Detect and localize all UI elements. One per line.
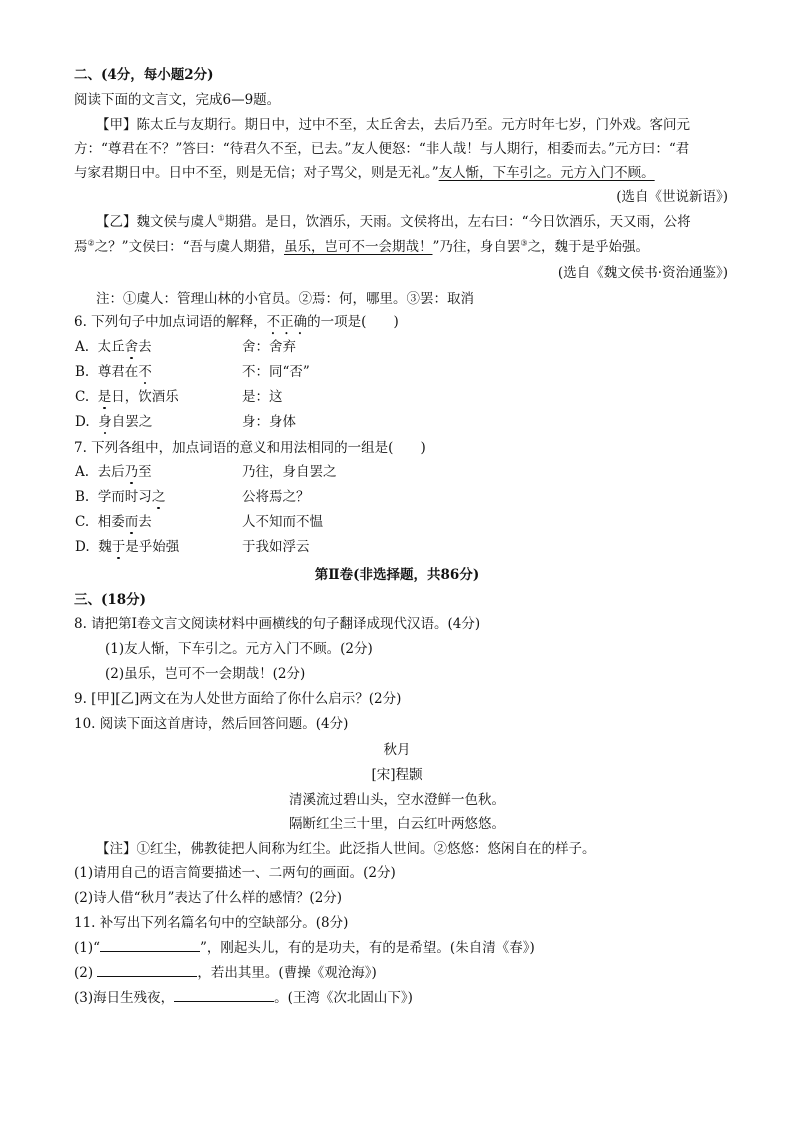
option-text-pre: 去后 — [97, 464, 125, 480]
q7-option-b-compare: 公将焉之？ — [242, 489, 310, 505]
q10-stem: 10. 阅读下面这首唐诗，然后回答问题。(4分) — [74, 716, 349, 732]
q7-option-d-compare: 于我如浮云 — [242, 539, 310, 555]
passage-b-line-2 — [74, 238, 649, 256]
passage-b-text-2d: 之，魏于是乎始强。 — [527, 239, 650, 255]
option-text-post: 去 — [138, 514, 152, 530]
q11-item-3-suffix: 。(王湾《次北固山下》) — [274, 990, 413, 1006]
q7-option-b — [75, 488, 165, 506]
option-text-pre: 相委 — [97, 514, 125, 530]
option-text-post: 至 — [138, 464, 152, 480]
q6-option-a-answer: 舍：舍弃 — [242, 339, 296, 355]
q7-option-a — [75, 463, 152, 481]
q6-option-b-answer: 不：同“否” — [242, 364, 310, 380]
fill-blank-2[interactable] — [97, 964, 197, 977]
passage-b-text-1b: 期猎。是日，饮酒乐，天雨。文侯将出，左右曰：“今日饮酒乐，天又雨，公将 — [224, 214, 691, 230]
option-text-post: 日，饮酒乐 — [111, 389, 179, 405]
fill-blank-1[interactable] — [100, 939, 200, 952]
dotted-word: 舍 — [124, 339, 139, 355]
poem-author: [宋]程颢 — [371, 767, 423, 783]
dotted-word: 于 — [111, 539, 126, 555]
passage-a-label: 【甲】 — [96, 117, 137, 133]
q6-option-c — [75, 388, 179, 406]
option-letter: B. — [75, 489, 90, 505]
q9-stem: 9. [甲][乙]两文在为人处世方面给了你什么启示？(2分) — [74, 691, 402, 707]
fill-blank-3[interactable] — [174, 989, 274, 1002]
option-letter: D. — [75, 539, 90, 555]
poem-title: 秋月 — [383, 742, 411, 758]
q8-sub-1: (1)友人惭，下车引之。元方入门不顾。(2分) — [105, 641, 373, 657]
passage-a-source: (选自《世说新语》) — [616, 189, 728, 205]
option-letter: A. — [75, 464, 90, 480]
passage-a-line-2: 方：“尊君在不？”答曰：“待君久不至，已去。”友人便怒：“非人哉！与人期行，相委而去。”元方曰：“君 — [74, 141, 690, 157]
section-3-heading: 三、(18分) — [74, 592, 147, 608]
passage-a-line-3 — [74, 164, 655, 182]
section-2-heading: 二、(4分，每小题2分) — [74, 67, 214, 83]
note-2-marker: ② — [87, 238, 95, 248]
q6-option-c-answer: 是：这 — [242, 389, 283, 405]
option-text-pre: 魏 — [98, 539, 112, 555]
q7-option-d — [75, 538, 179, 556]
passage-a-underlined-sentence: 友人惭，下车引之。元方入门不顾。 — [438, 165, 655, 181]
q6-option-d-answer: 身：身体 — [242, 414, 296, 430]
option-text-pre: 尊君在 — [97, 364, 139, 380]
q6-emphasis-dotted: 不正确 — [266, 314, 308, 330]
option-text-post: 自罢之 — [111, 414, 153, 430]
q11-item-1-suffix: ”，刚起头儿，有的是功夫，有的是希望。(朱自清《春》) — [200, 940, 535, 956]
q11-item-2-prefix: (2) — [74, 965, 94, 981]
option-text-post: 去 — [138, 339, 152, 355]
option-letter: C. — [75, 389, 90, 405]
q8-sub-2: (2)虽乐，岂可不一会期哉！(2分) — [105, 666, 306, 682]
option-text-pre: 学而时习 — [97, 489, 152, 505]
option-letter: B. — [75, 364, 90, 380]
q11-item-3-prefix: (3)海日生残夜， — [74, 990, 175, 1006]
passage-a-line-1 — [96, 116, 690, 134]
passage-b-text-2b: 之？”文侯曰：“吾与虞人期猎， — [94, 239, 284, 255]
q7-stem: 7. 下列各组中，加点词语的意义和用法相同的一组是( ) — [74, 440, 426, 456]
passage-b-underlined-sentence: 虽乐，岂可不一会期哉！ — [283, 239, 433, 255]
note-3-marker: ③ — [520, 238, 528, 248]
passage-b-label: 【乙】 — [96, 214, 137, 230]
option-text-post: 是乎始强 — [125, 539, 180, 555]
passage-b-text-1a: 魏文侯与虞人 — [136, 214, 218, 230]
note-1-marker: ① — [217, 213, 225, 223]
q6-stem-a: 6. 下列句子中加点词语的解释， — [74, 314, 267, 330]
option-letter: D. — [75, 414, 90, 430]
q6-option-d — [75, 413, 152, 431]
q11-item-2-suffix: ，若出其里。(曹操《观沧海》) — [197, 965, 377, 981]
dotted-word: 之 — [151, 489, 166, 505]
dotted-word: 而 — [124, 514, 139, 530]
q6-option-a — [75, 338, 152, 356]
q7-option-c — [75, 513, 152, 531]
option-text-pre: 太丘 — [97, 339, 125, 355]
q11-item-2 — [74, 964, 377, 982]
poem-line-2: 隔断红尘三十里，白云红叶两悠悠。 — [289, 816, 505, 832]
q7-option-a-compare: 乃往，身自罢之 — [242, 464, 337, 480]
q8-stem: 8. 请把第Ⅰ卷文言文阅读材料中画横线的句子翻译成现代汉语。(4分) — [74, 616, 481, 632]
dotted-word: 是 — [97, 389, 112, 405]
q11-item-1-prefix: (1)“ — [74, 940, 101, 956]
dotted-word: 不 — [138, 364, 152, 380]
passage-notes: 注：①虞人：管理山林的小官员。②焉：何，哪里。③罢：取消 — [96, 291, 474, 307]
poem-note: 【注】①红尘，佛教徒把人间称为红尘。此泛指人世间。②悠悠：悠闲自在的样子。 — [96, 841, 596, 857]
option-letter: A. — [75, 339, 90, 355]
q10-sub-1: (1)请用自己的语言简要描述一、二两句的画面。(2分) — [74, 865, 396, 881]
passage-a-text-1: 陈太丘与友期行。期日中，过中不至，太丘舍去，去后乃至。元方时年七岁，门外戏。客问元 — [136, 117, 690, 133]
passage-b-text-2a: 焉 — [74, 239, 88, 255]
q10-sub-2: (2)诗人借“秋月”表达了什么样的感情？(2分) — [74, 890, 343, 906]
q6-option-b — [75, 363, 152, 381]
section-2-instruction: 阅读下面的文言文，完成6—9题。 — [74, 92, 281, 108]
q6-stem-b: 的一项是( ) — [307, 314, 399, 330]
dotted-word: 身 — [98, 414, 112, 430]
passage-b-line-1 — [96, 213, 691, 231]
passage-a-text-3: 与家君期日中。日中不至，则是无信；对子骂父，则是无礼。” — [74, 165, 439, 181]
passage-b-source: (选自《魏文侯书·资治通鉴》) — [557, 265, 728, 281]
q6-stem — [74, 313, 399, 338]
q11-stem: 11. 补写出下列名篇名句中的空缺部分。(8分) — [74, 915, 349, 931]
option-letter: C. — [75, 514, 90, 530]
dotted-word: 乃 — [124, 464, 139, 480]
part-2-title: 第Ⅱ卷(非选择题，共86分) — [314, 567, 480, 583]
q11-item-1 — [74, 939, 535, 957]
q7-option-c-compare: 人不知而不愠 — [242, 514, 323, 530]
q11-item-3 — [74, 989, 413, 1007]
passage-b-text-2c: ”乃往，身自罢 — [432, 239, 521, 255]
poem-line-1: 清溪流过碧山头，空水澄鲜一色秋。 — [289, 792, 505, 808]
